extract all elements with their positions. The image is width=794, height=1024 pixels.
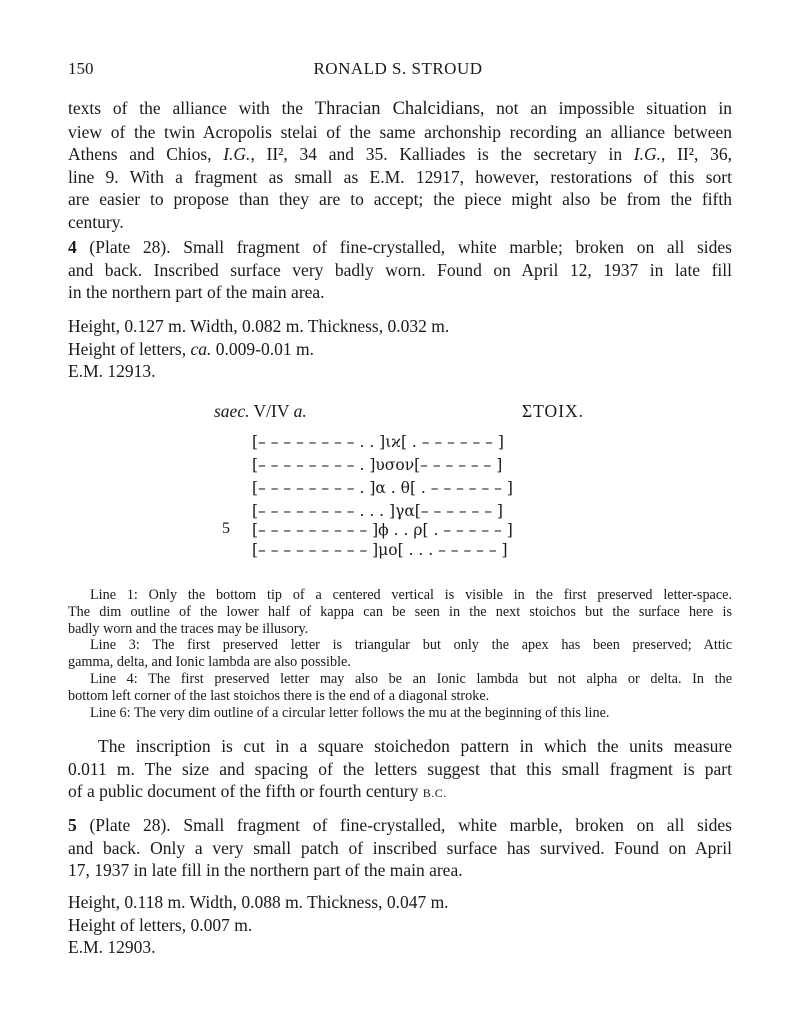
note-line: Line 4: The first preserved letter may also be an Ionic lambda but not alpha or delta. In the — [90, 670, 732, 687]
commentary-paragraph: The inscription is cut in a square stoichedon pattern in which the units measure 0.011 m. The size and spacing of the letters suggest that this small fragment is part of a public document of the fifth or fourth century B.C. — [68, 736, 732, 801]
item-5-description: 5 (Plate 28). Small fragment of fine-crystalled, white marble, broken on all sides and back. Only a very small patch of inscribed surface has survived. Found on April 17, 1937 in late fill in the northern part of the main area. — [68, 815, 732, 880]
date-label: saec. V/IV a. — [214, 401, 307, 421]
running-title: RONALD S. STROUD — [313, 59, 483, 78]
intro-paragraph — [68, 97, 732, 233]
inscription-line-number: 5 — [222, 520, 230, 537]
note-line: gamma, delta, and Ionic lambda are also possible. — [68, 654, 351, 671]
item-number: 5 — [68, 815, 77, 835]
page-number: 150 — [68, 59, 94, 78]
inscription-line: [– – – – – – – – – ]ϕ . . ρ[ . – – – – – ] — [252, 521, 513, 539]
item-4-description: 4 (Plate 28). Small fragment of fine-crystalled, white marble; broken on all sides and back. Inscribed surface very badly worn. Found on April 12, 1937 in late fill in the northern part of the main area. — [68, 237, 732, 302]
inscription-line: [– – – – – – – – . . . ]γα[– – – – – – ] — [252, 502, 503, 520]
intro-line: century. — [68, 211, 124, 232]
inscription-line: [– – – – – – – – . ]α . θ[ . – – – – – – ] — [252, 479, 513, 497]
note-line: Line 6: The very dim outline of a circular letter follows the mu at the beginning of this line. — [90, 704, 610, 721]
inscription-line: [– – – – – – – – . ]υσον[– – – – – – ] — [252, 456, 503, 474]
apparatus-notes — [68, 587, 732, 721]
intro-line: view of the twin Acropolis stelai of the same archonship recording an alliance between — [68, 121, 732, 142]
note-line: Line 3: The first preserved letter is triangular but only the apex has been preserved; Attic — [90, 637, 732, 654]
item-5-dimensions: Height, 0.118 m. Width, 0.088 m. Thickness, 0.047 m. Height of letters, 0.007 m. E.M. 12903. — [68, 892, 449, 957]
intro-line: texts of the alliance with the Thracian Chalcidians, not an impossible situation in — [68, 98, 733, 119]
intro-line: line 9. With a fragment as small as E.M. 12917, however, restorations of this sort — [68, 166, 732, 187]
inscription-line: [– – – – – – – – . . ]ιϰ[ . – – – – – – ] — [252, 433, 504, 451]
intro-line: are easier to propose than they are to accept; the piece might also be from the fifth — [68, 189, 732, 209]
stoich-label: ΣΤΟΙΧ. — [522, 401, 585, 421]
note-line: bottom left corner of the last stoichos there is the end of a diagonal stroke. — [68, 687, 490, 704]
note-line: The dim outline of the lower half of kappa can be seen in the next stoichos but the surface here is — [68, 603, 732, 620]
item-number: 4 — [68, 237, 77, 257]
note-line: badly worn and the traces may be illusory. — [68, 620, 309, 637]
inscription-line: [– – – – – – – – – ]μο[ . . . – – – – – ] — [252, 541, 508, 559]
note-line: Line 1: Only the bottom tip of a centered vertical is visible in the first preserved letter-space. — [90, 587, 732, 603]
intro-line: Athens and Chios, I.G., II², 34 and 35. Kalliades is the secretary in I.G., II², 36, — [68, 144, 732, 164]
item-4-dimensions: Height, 0.127 m. Width, 0.082 m. Thickness, 0.032 m. Height of letters, ca. 0.009-0.01 m. E.M. 12913. — [68, 316, 450, 381]
